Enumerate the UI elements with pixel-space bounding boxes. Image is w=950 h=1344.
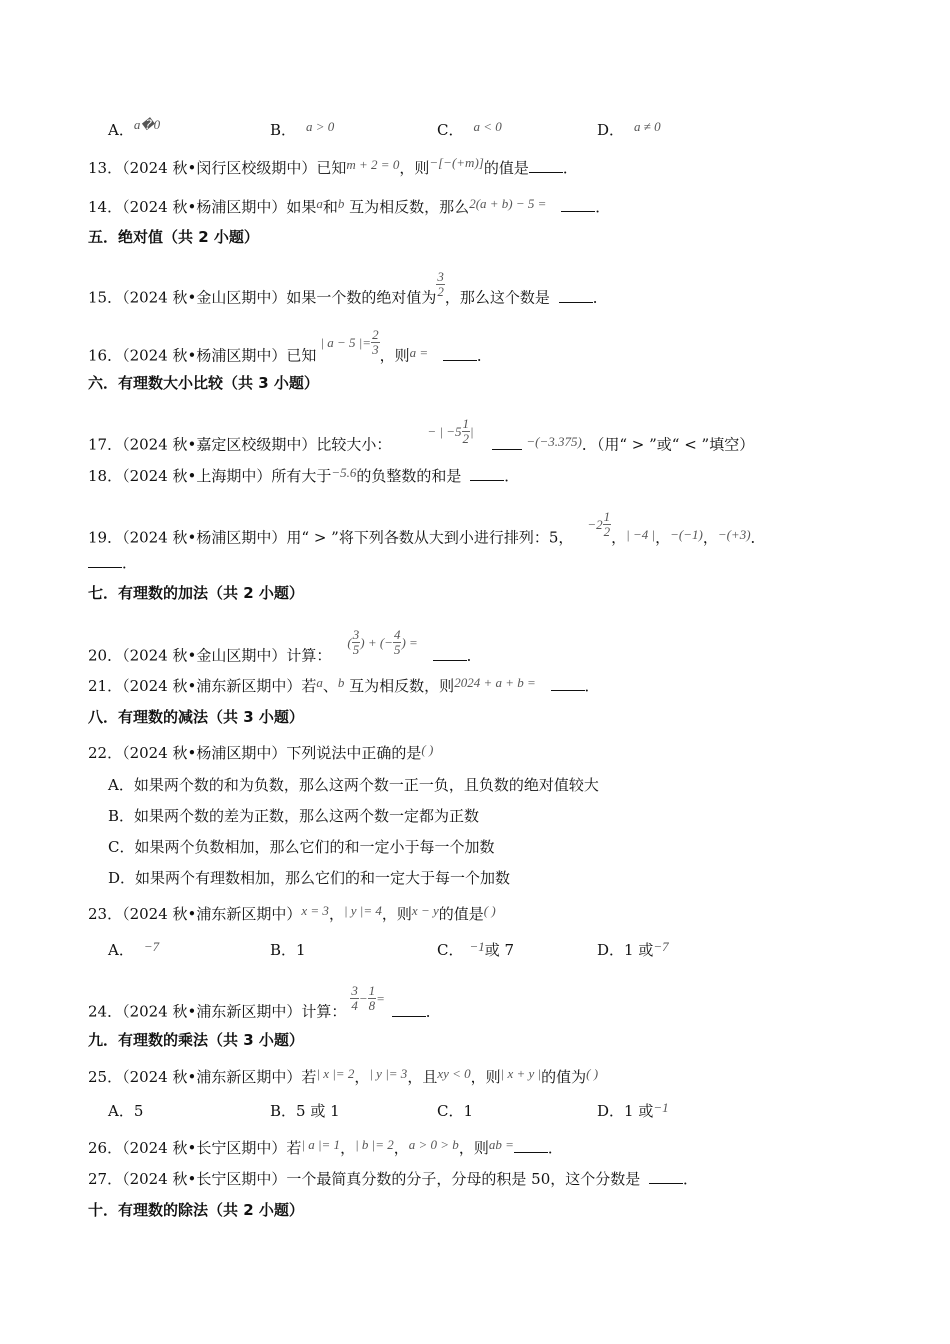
question-23-option-b: B．1 (270, 941, 306, 959)
question-13: 13．（2024 秋•闵行区校级期中）已知m + 2 = 0，则−[−(+m)]的值是 ． (88, 155, 578, 177)
answer-blank[interactable] (470, 466, 504, 481)
fraction: $\frac{3}{2}$ (437, 269, 444, 299)
question-23-option-a: A． −7 (108, 939, 160, 959)
question-18: 18．（2024 秋•上海期中）所有大于−5.6的负整数的和是 ． (88, 465, 520, 485)
section-heading-5: 五．绝对值（共 2 小题） (88, 228, 259, 246)
question-19: 19．（2024 秋•杨浦区期中）用“ > ”将下列各数从大到小进行排列：5，−2 $\frac{1}{2}$ ，| −4 |，−(−1)，−(+3)． (88, 509, 766, 547)
question-22-option-d: D．如果两个有理数相加，那么它们的和一定大于每一个加数 (108, 869, 511, 887)
section-heading-9: 九．有理数的乘法（共 3 小题） (88, 1031, 304, 1049)
question-16: 16．（2024 秋•杨浦区期中）已知| a − 5 |= $\frac{2}{3}$ ，则a = ． (88, 327, 492, 365)
question-14: 14．（2024 秋•杨浦区期中）如果a和b 互为相反数，那么2(a + b) − 5 = ． (88, 196, 611, 216)
question-22: 22．（2024 秋•杨浦区期中）下列说法中正确的是( ) (88, 742, 434, 762)
answer-blank[interactable] (559, 288, 593, 303)
answer-blank[interactable] (88, 553, 122, 568)
q12-option-c: C． a < 0 (437, 119, 502, 139)
question-26: 26．（2024 秋•长宁区期中）若| a |= 1，| b |= 2，a > 0 > b，则ab = ． (88, 1137, 563, 1157)
q12-option-b: B． a > 0 (270, 119, 335, 139)
question-20: 20．（2024 秋•金山区期中）计算：( $\frac{3}{5}$ ) + (− $\frac{4}{5}$ ) = ． (88, 627, 482, 665)
question-27: 27．（2024 秋•长宁区期中）一个最简真分数的分子，分母的积是 50，这个分数是 ． (88, 1170, 699, 1188)
question-22-option-a: A．如果两个数的和为负数，那么这两个数一正一负，且负数的绝对值较大 (108, 776, 599, 794)
section-heading-10: 十．有理数的除法（共 2 小题） (88, 1201, 304, 1219)
section-heading-8: 八．有理数的减法（共 3 小题） (88, 708, 304, 726)
question-23-option-d: D．1 或−7 (597, 939, 669, 959)
answer-blank[interactable] (514, 1138, 548, 1153)
fraction: $\frac{1}{2}$ (462, 416, 470, 446)
q12-option-a-expr: a�0 (133, 117, 161, 132)
answer-blank[interactable] (649, 1169, 683, 1184)
answer-blank[interactable] (492, 435, 522, 450)
q12-option-c-expr: a < 0 (473, 119, 502, 134)
fraction: $\frac{1}{2}$ (603, 509, 611, 539)
answer-blank[interactable] (443, 346, 477, 361)
answer-blank[interactable] (561, 197, 595, 212)
fraction: $\frac{3}{4}$ (351, 983, 358, 1013)
question-22-option-b: B．如果两个数的差为正数，那么这两个数一定都为正数 (108, 807, 480, 825)
q12-option-b-expr: a > 0 (306, 119, 335, 134)
question-23-option-c: C． −1或 7 (437, 939, 515, 959)
fraction: $\frac{2}{3}$ (372, 327, 379, 357)
question-22-option-c: C．如果两个负数相加，那么它们的和一定小于每一个加数 (108, 838, 495, 856)
answer-blank[interactable] (529, 158, 563, 173)
question-15: 15．（2024 秋•金山区期中）如果一个数的绝对值为 $\frac{3}{2}$ ，那么这个数是 ． (88, 269, 608, 307)
question-25-option-b: B．5 或 1 (270, 1102, 340, 1120)
answer-blank[interactable] (433, 646, 467, 661)
question-24: 24．（2024 秋•浦东新区期中）计算： $\frac{3}{4}$ − $\frac{1}{8}$ = ． (88, 983, 441, 1021)
question-25-option-c: C．1 (437, 1102, 474, 1120)
question-17: 17．（2024 秋•嘉定区校级期中）比较大小：− | −5 $\frac{1}{2}$ | −(−3.375)．（用“ > ”或“ < ”填空） (88, 416, 755, 454)
question-19-answer-line: ． (88, 553, 137, 573)
q12-option-a: A．a�0 (108, 117, 161, 139)
fraction: $\frac{4}{5}$ (393, 627, 401, 657)
q12-option-d: D． a ≠ 0 (597, 119, 661, 139)
fraction: $\frac{1}{8}$ (368, 983, 376, 1013)
section-heading-6: 六．有理数大小比较（共 3 小题） (88, 374, 319, 392)
section-heading-7: 七．有理数的加法（共 2 小题） (88, 584, 304, 602)
question-25-option-a: A．5 (108, 1102, 144, 1120)
fraction: $\frac{3}{5}$ (352, 627, 360, 657)
question-23: 23．（2024 秋•浦东新区期中）x = 3，| y |= 4，则x − y的值是( ) (88, 903, 496, 923)
answer-blank[interactable] (551, 676, 585, 691)
question-25-option-d: D．1 或−1 (597, 1100, 669, 1120)
q12-option-d-expr: a ≠ 0 (634, 119, 661, 134)
question-25: 25．（2024 秋•浦东新区期中）若| x |= 2，| y |= 3，且xy < 0，则| x + y |的值为( ) (88, 1066, 599, 1086)
answer-blank[interactable] (392, 1002, 426, 1017)
question-21: 21．（2024 秋•浦东新区期中）若a、b 互为相反数，则2024 + a + b = ． (88, 675, 600, 695)
